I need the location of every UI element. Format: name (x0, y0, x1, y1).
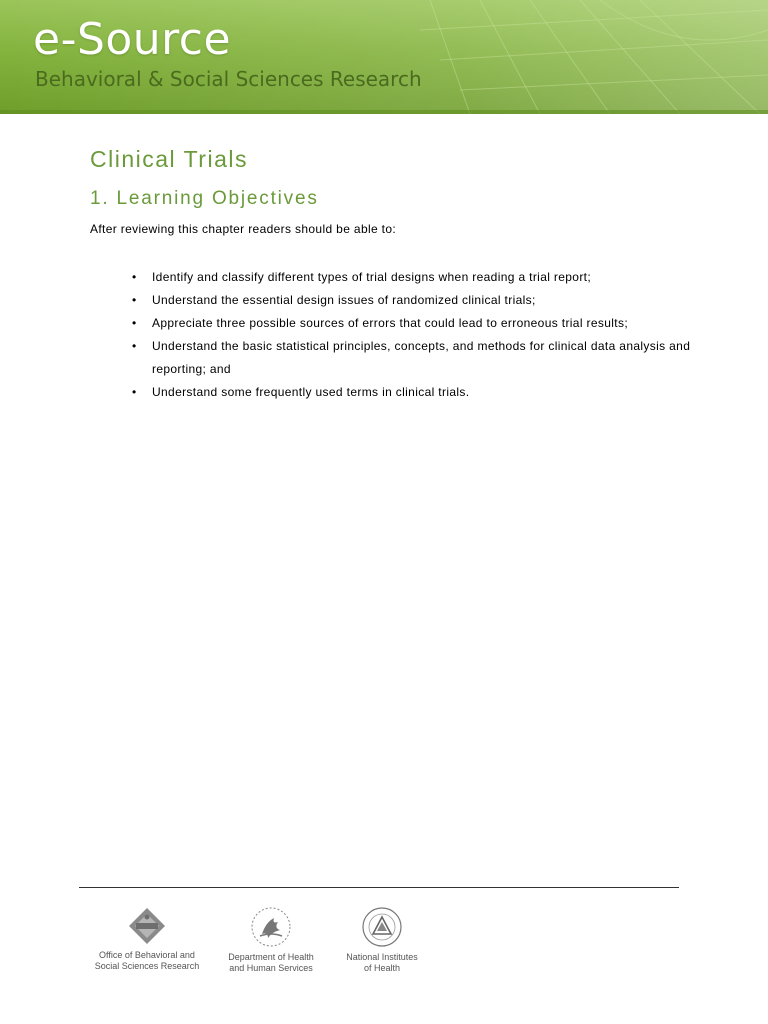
objectives-list (132, 266, 732, 404)
list-item-text: Understand some frequently used terms in clinical trials. (152, 385, 470, 399)
list-item-text: Identify and classify different types of trial designs when reading a trial report; (152, 270, 592, 284)
list-item (132, 335, 732, 381)
obssr-logo (88, 906, 206, 972)
bullet-icon: • (132, 316, 137, 330)
list-item-text: Understand the basic statistical principles, concepts, and methods for clinical data analysis and reporting; and (152, 339, 691, 376)
bullet-icon: • (132, 339, 137, 353)
brand-title: e-Source (33, 14, 232, 65)
list-item (132, 312, 732, 335)
list-item-text: Understand the essential design issues of randomized clinical trials; (152, 293, 536, 307)
header-banner (0, 0, 768, 114)
nih-logo (336, 906, 428, 974)
footer-divider (79, 887, 679, 888)
hhs-eagle-icon (250, 906, 292, 948)
list-item (132, 266, 732, 289)
document-title: Clinical Trials (90, 146, 248, 172)
bullet-icon: • (132, 270, 137, 284)
list-item (132, 381, 732, 404)
nih-seal-icon (361, 906, 403, 948)
list-item-text: Appreciate three possible sources of errors that could lead to erroneous trial results; (152, 316, 629, 330)
nih-line1: National Institutes (346, 952, 418, 962)
obssr-logo-icon (127, 906, 167, 946)
nih-line2: of Health (363, 963, 401, 973)
bullet-icon: • (132, 293, 137, 307)
obssr-line1: Office of Behavioral and (99, 950, 195, 960)
intro-text: After reviewing this chapter readers should be able to: (90, 222, 397, 236)
hhs-logo (218, 906, 324, 974)
list-item (132, 289, 732, 312)
section-title: 1. Learning Objectives (90, 188, 319, 209)
obssr-line2: Social Sciences Research (94, 961, 200, 971)
bullet-icon: • (132, 385, 137, 399)
hhs-line1: Department of Health (228, 952, 314, 962)
hhs-line2: and Human Services (229, 963, 313, 973)
brand-subtitle: Behavioral & Social Sciences Research (35, 67, 422, 91)
